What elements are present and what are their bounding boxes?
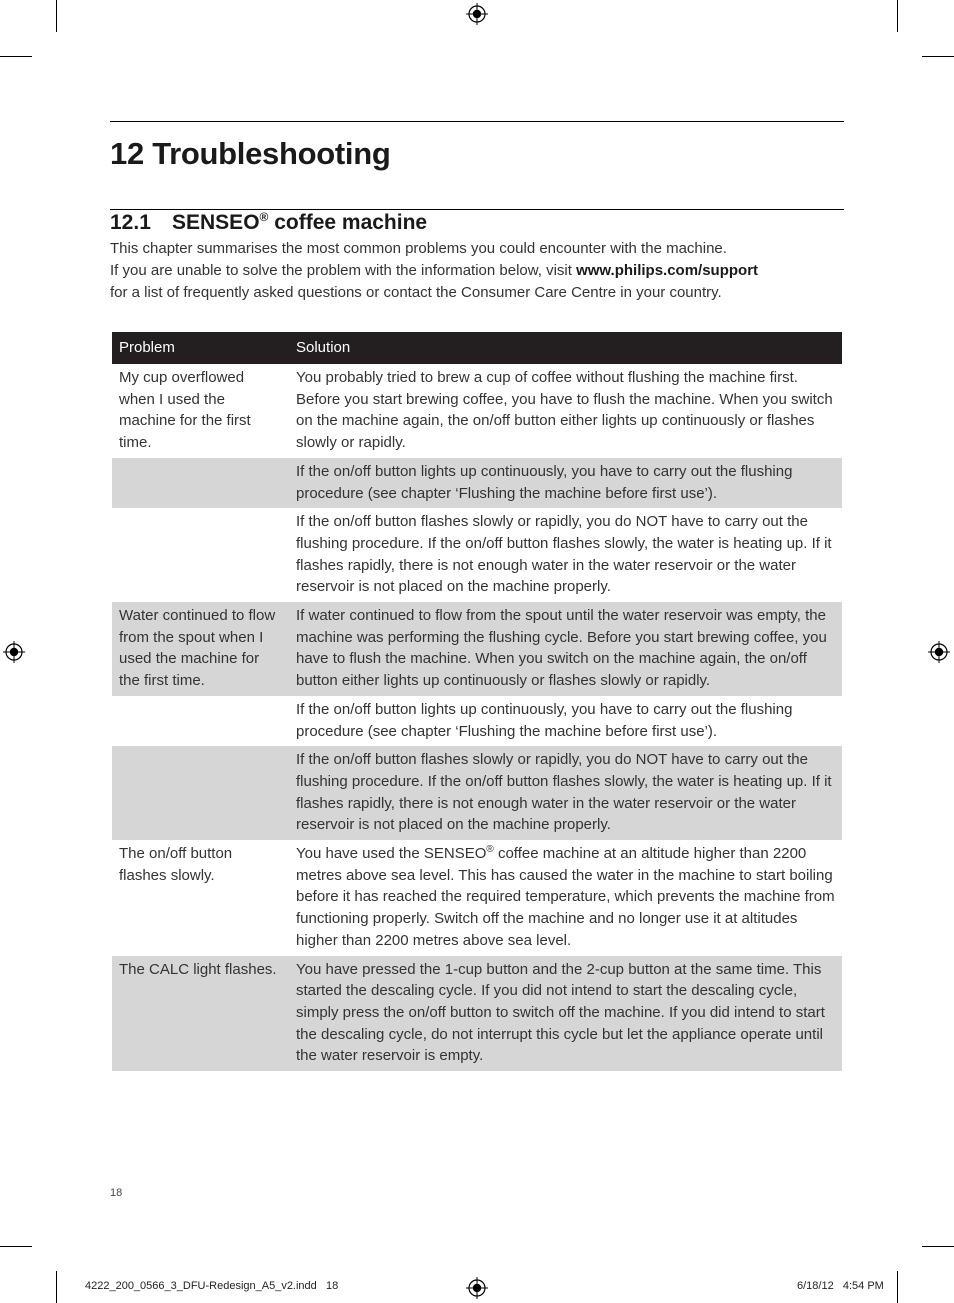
intro-line: This chapter summarises the most common problems you could encounter with the machine.	[110, 240, 727, 257]
chapter-rule	[110, 121, 844, 122]
crop-mark	[56, 0, 57, 32]
problem-cell: The CALC light flashes.	[112, 956, 289, 1072]
problem-cell: The on/off button flashes slowly.	[119, 845, 233, 884]
support-url-link[interactable]: www.philips.com/support	[576, 262, 759, 279]
crop-mark	[0, 1246, 32, 1247]
solution-cell: If the on/off button flashes slowly or rapidly, you do NOT have to carry out the flushing procedure. If the on/off button flashes slowly, the water is heating up. If it flashes rapidly, there is not enough water in the water reservoir or the water reservoir is not placed on the machine properly.	[296, 513, 832, 596]
column-header-solution: Solution	[289, 332, 842, 364]
solution-cell: You probably tried to brew a cup of coffee without flushing the machine first. Before you start brewing coffee, you have to flush the machine. When you switch on the machine again, the on/off button either lights up continuously or flashes slowly or rapidly.	[296, 369, 833, 452]
problem-cell	[112, 508, 289, 602]
problem-cell	[112, 696, 289, 746]
crop-mark	[922, 1246, 954, 1247]
registered-mark: ®	[486, 844, 494, 856]
print-slug-timestamp: 6/18/12 4:54 PM	[797, 1280, 884, 1292]
table-row	[112, 956, 842, 1072]
section-title-rest: coffee machine	[268, 211, 428, 234]
section-title	[110, 210, 427, 235]
print-slug-filename: 4222_200_0566_3_DFU-Redesign_A5_v2.indd 18	[85, 1280, 339, 1292]
table-header-row	[112, 332, 842, 364]
chapter-title: 12 Troubleshooting	[110, 136, 391, 171]
crop-mark	[56, 1271, 57, 1303]
solution-cell: If the on/off button flashes slowly or rapidly, you do NOT have to carry out the flushing procedure. If the on/off button flashes slowly, the water is heating up. If it flashes rapidly, there is not enough water in the water reservoir or the water reservoir is not placed on the machine properly.	[289, 746, 842, 840]
page-number: 18	[110, 1187, 123, 1199]
table-row	[112, 696, 842, 746]
solution-cell: You have pressed the 1-cup button and the 2-cup button at the same time. This started the descaling cycle. If you did not intend to start the descaling cycle, simply press the on/off button to switch off the machine. If you did intend to start the descaling cycle, do not interrupt this cycle but let the appliance operate until the water reservoir is empty.	[289, 956, 842, 1072]
table-row	[112, 508, 842, 602]
registration-mark-icon	[928, 641, 950, 663]
registration-mark-icon	[466, 3, 488, 25]
problem-cell: Water continued to flow from the spout when I used the machine for the first time.	[112, 602, 289, 696]
crop-mark	[0, 56, 32, 57]
solution-cell: If the on/off button lights up continuously, you have to carry out the flushing procedure (see chapter ‘Flushing the machine before first use’).	[296, 700, 793, 740]
column-header-problem: Problem	[112, 332, 289, 364]
crop-mark	[897, 0, 898, 32]
registration-mark-icon	[466, 1277, 488, 1299]
troubleshooting-table	[112, 332, 842, 1071]
intro-line-prefix: If you are unable to solve the problem with the information below, visit	[110, 262, 577, 279]
section-title-text: SENSEO	[172, 211, 260, 234]
intro-paragraph	[110, 238, 844, 304]
crop-mark	[922, 56, 954, 57]
registered-mark: ®	[259, 210, 269, 224]
solution-text: coffee machine at an altitude higher than 2200 metres above sea level. This has caused the water in the machine to start boiling before it has reached the required temperature, which prevents the machine from functioning properly. Switch off the machine and no longer use it at altitudes higher than 2200 metres above sea level.	[296, 845, 835, 949]
problem-cell: My cup overflowed when I used the machine for the first time.	[119, 369, 251, 452]
table-row	[112, 458, 842, 508]
table-row	[112, 840, 842, 956]
problem-cell	[112, 746, 289, 840]
table-row	[112, 602, 842, 696]
solution-text: You have used the SENSEO	[296, 845, 487, 863]
problem-cell	[112, 458, 289, 508]
table-row	[112, 364, 842, 458]
solution-cell: If the on/off button lights up continuously, you have to carry out the flushing procedure (see chapter ‘Flushing the machine before first use’).	[289, 458, 842, 508]
registration-mark-icon	[3, 641, 25, 663]
intro-line	[110, 260, 844, 282]
table-row	[112, 746, 842, 840]
solution-cell	[289, 840, 842, 956]
intro-line: for a list of frequently asked questions or contact the Consumer Care Centre in your country.	[110, 284, 722, 301]
section-number: 12.1	[110, 211, 151, 234]
solution-cell: If water continued to flow from the spout until the water reservoir was empty, the machine was performing the flushing cycle. Before you start brewing coffee, you have to flush the machine. When you switch on the machine again, the on/off button either lights up continuously or flashes slowly or rapidly.	[289, 602, 842, 696]
crop-mark	[897, 1271, 898, 1303]
